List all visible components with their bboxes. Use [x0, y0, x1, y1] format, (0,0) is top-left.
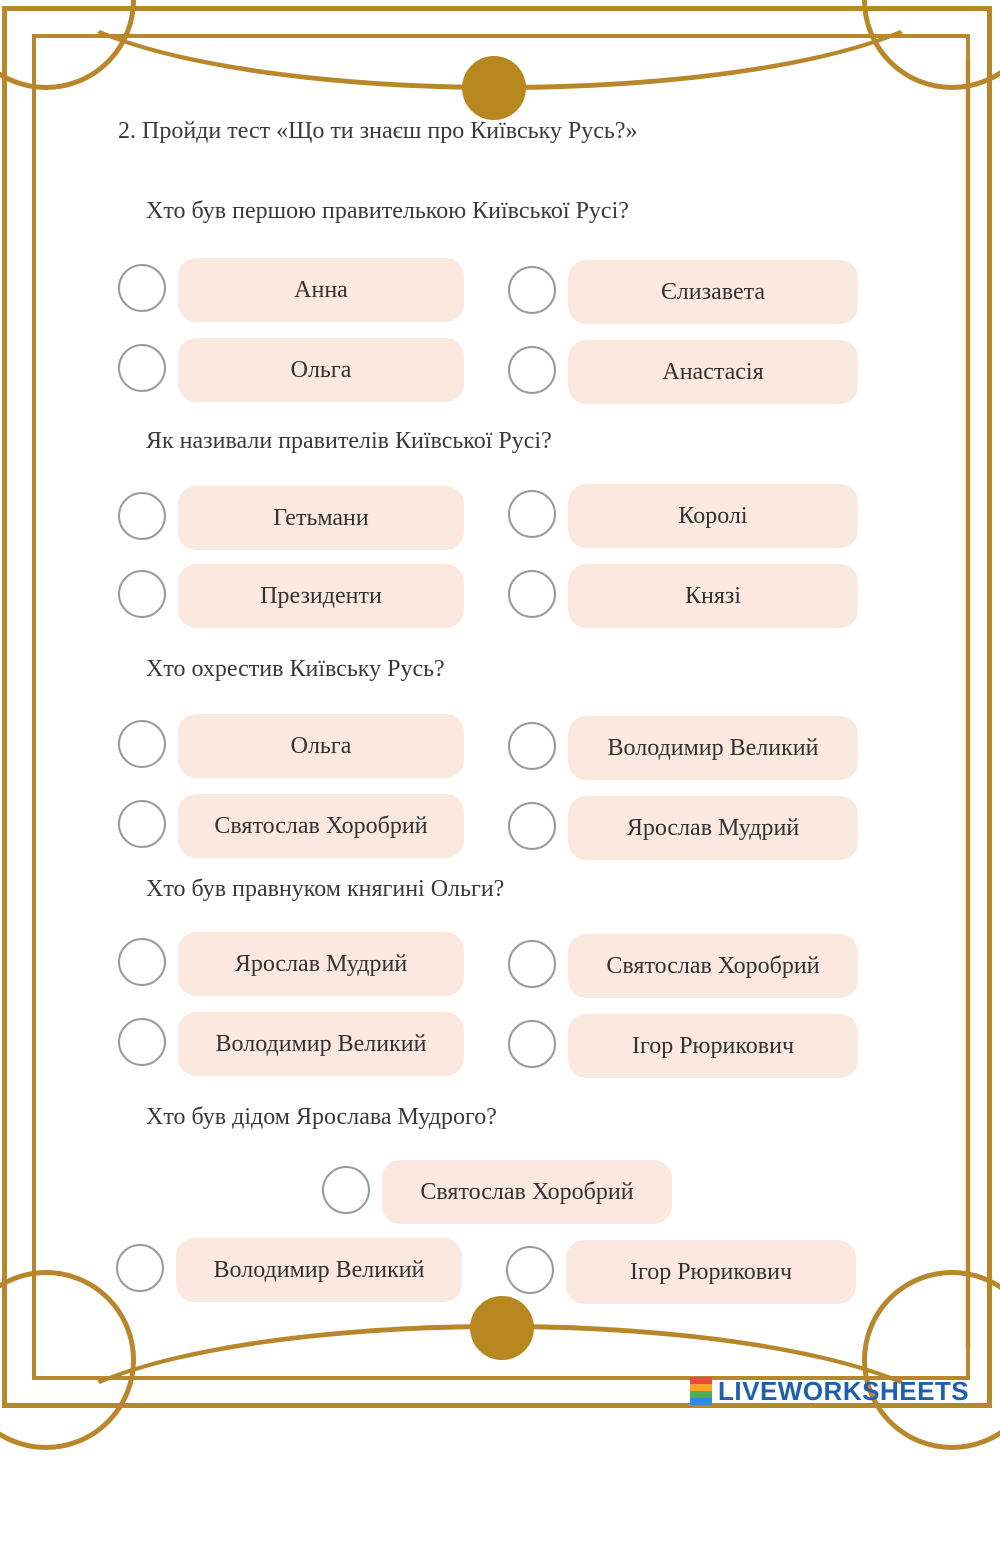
- radio-button[interactable]: [322, 1166, 370, 1214]
- option-label: Ярослав Мудрий: [178, 932, 464, 996]
- liveworksheets-logo: [690, 1374, 969, 1408]
- option-label: Ігор Рюрикович: [566, 1240, 856, 1304]
- radio-button[interactable]: [508, 346, 556, 394]
- liveworksheets-icon: [690, 1377, 712, 1405]
- top-medallion: [462, 56, 526, 120]
- brand-name: LIVEWORKSHEETS: [718, 1375, 970, 1406]
- option-label: Святослав Хоробрий: [178, 794, 464, 858]
- radio-button[interactable]: [508, 722, 556, 770]
- option-label: Володимир Великий: [178, 1012, 464, 1076]
- option-label: Ігор Рюрикович: [568, 1014, 858, 1078]
- radio-button[interactable]: [118, 570, 166, 618]
- radio-button[interactable]: [508, 570, 556, 618]
- option-label: Гетьмани: [178, 486, 464, 550]
- question-4: Хто був правнуком княгині Ольги?: [146, 876, 505, 902]
- option-label: Святослав Хоробрий: [382, 1160, 672, 1224]
- radio-button[interactable]: [118, 492, 166, 540]
- option-label: Президенти: [178, 564, 464, 628]
- radio-button[interactable]: [118, 264, 166, 312]
- radio-button[interactable]: [508, 266, 556, 314]
- radio-button[interactable]: [506, 1246, 554, 1294]
- radio-button[interactable]: [118, 344, 166, 392]
- option-label: Анастасія: [568, 340, 858, 404]
- radio-button[interactable]: [116, 1244, 164, 1292]
- radio-button[interactable]: [508, 1020, 556, 1068]
- option-label: Єлизавета: [568, 260, 858, 324]
- option-label: Ольга: [178, 714, 464, 778]
- task-title: 2. Пройди тест «Що ти знаєш про Київську Русь?»: [118, 118, 638, 144]
- question-3: Хто охрестив Київську Русь?: [146, 656, 445, 682]
- radio-button[interactable]: [118, 938, 166, 986]
- option-label: Святослав Хоробрий: [568, 934, 858, 998]
- bottom-medallion: [470, 1296, 534, 1360]
- option-label: Королі: [568, 484, 858, 548]
- radio-button[interactable]: [508, 940, 556, 988]
- question-2: Як називали правителів Київської Русі?: [146, 428, 552, 454]
- option-label: Володимир Великий: [176, 1238, 462, 1302]
- radio-button[interactable]: [118, 800, 166, 848]
- option-label: Князі: [568, 564, 858, 628]
- radio-button[interactable]: [118, 1018, 166, 1066]
- radio-button[interactable]: [118, 720, 166, 768]
- radio-button[interactable]: [508, 802, 556, 850]
- radio-button[interactable]: [508, 490, 556, 538]
- question-5: Хто був дідом Ярослава Мудрого?: [146, 1104, 497, 1130]
- option-label: Ярослав Мудрий: [568, 796, 858, 860]
- question-1: Хто був першою правителькою Київської Русі?: [146, 198, 629, 224]
- option-label: Анна: [178, 258, 464, 322]
- option-label: Володимир Великий: [568, 716, 858, 780]
- option-label: Ольга: [178, 338, 464, 402]
